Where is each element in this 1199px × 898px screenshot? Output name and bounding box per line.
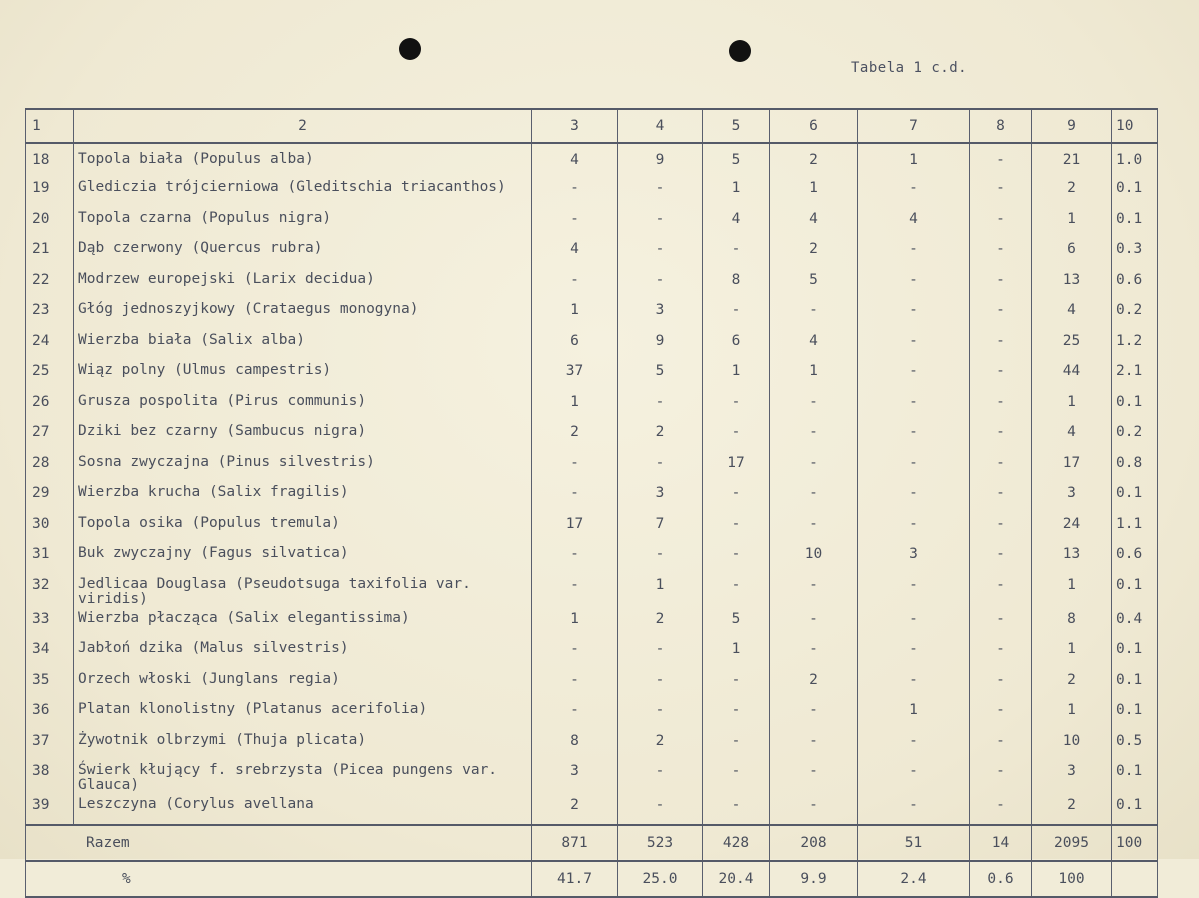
value-cell: - <box>770 420 858 451</box>
value-cell: - <box>858 268 970 299</box>
value-cell: 3 <box>858 542 970 573</box>
value-cell: - <box>970 512 1032 543</box>
value-cell: - <box>703 793 770 825</box>
value-cell: 2 <box>618 729 703 760</box>
value-cell: - <box>970 668 1032 699</box>
column-header: 1 <box>26 109 74 143</box>
value-cell: - <box>770 607 858 638</box>
percent-cell: 0.1 <box>1112 637 1158 668</box>
value-cell: - <box>618 637 703 668</box>
value-cell: 2 <box>770 143 858 176</box>
row-number: 39 <box>26 793 74 825</box>
value-cell: 25 <box>1032 329 1112 360</box>
value-cell: - <box>858 420 970 451</box>
species-name: Głóg jednoszyjkowy (Crataegus monogyna) <box>74 298 532 329</box>
value-cell: 3 <box>1032 481 1112 512</box>
value-cell: 37 <box>532 359 618 390</box>
total-cell: 100 <box>1112 825 1158 861</box>
value-cell: - <box>970 329 1032 360</box>
species-name: Wierzba płacząca (Salix elegantissima) <box>74 607 532 638</box>
value-cell: - <box>858 359 970 390</box>
value-cell: 9 <box>618 143 703 176</box>
value-cell: - <box>618 207 703 238</box>
value-cell: 1 <box>532 298 618 329</box>
value-cell: 4 <box>532 143 618 176</box>
species-name: Dziki bez czarny (Sambucus nigra) <box>74 420 532 451</box>
value-cell: - <box>858 329 970 360</box>
value-cell: 2 <box>770 237 858 268</box>
value-cell: - <box>858 451 970 482</box>
value-cell: - <box>618 759 703 793</box>
value-cell: - <box>618 542 703 573</box>
value-cell: - <box>970 759 1032 793</box>
table-title: Tabela 1 c.d. <box>851 60 968 76</box>
total-cell: 428 <box>703 825 770 861</box>
row-number: 27 <box>26 420 74 451</box>
row-number: 33 <box>26 607 74 638</box>
row-number: 23 <box>26 298 74 329</box>
value-cell: - <box>858 237 970 268</box>
row-number: 26 <box>26 390 74 421</box>
value-cell: 6 <box>532 329 618 360</box>
value-cell: 4 <box>1032 298 1112 329</box>
value-cell: 1 <box>1032 573 1112 607</box>
percent-cell: 2.4 <box>858 861 970 897</box>
value-cell: - <box>703 573 770 607</box>
species-name: Orzech włoski (Junglans regia) <box>74 668 532 699</box>
value-cell: - <box>703 729 770 760</box>
table-row <box>26 607 1158 638</box>
value-cell: - <box>970 542 1032 573</box>
value-cell: 4 <box>532 237 618 268</box>
value-cell: - <box>703 542 770 573</box>
data-table <box>25 108 1158 898</box>
percent-cell: 0.6 <box>1112 268 1158 299</box>
value-cell: 4 <box>703 207 770 238</box>
total-cell: 523 <box>618 825 703 861</box>
percent-cell: 41.7 <box>532 861 618 897</box>
value-cell: - <box>703 759 770 793</box>
table-row <box>26 237 1158 268</box>
species-name: Sosna zwyczajna (Pinus silvestris) <box>74 451 532 482</box>
species-name: Jedlicaa Douglasa (Pseudotsuga taxifolia var. viridis) <box>74 573 532 607</box>
value-cell: 5 <box>703 607 770 638</box>
percent-cell: 0.1 <box>1112 759 1158 793</box>
value-cell: - <box>618 176 703 207</box>
value-cell: - <box>970 359 1032 390</box>
value-cell: - <box>703 668 770 699</box>
species-name: Grusza pospolita (Pirus communis) <box>74 390 532 421</box>
value-cell: - <box>532 207 618 238</box>
percent-cell: 20.4 <box>703 861 770 897</box>
value-cell: - <box>970 176 1032 207</box>
value-cell: 1 <box>703 637 770 668</box>
value-cell: - <box>858 729 970 760</box>
column-header: 8 <box>970 109 1032 143</box>
column-header: 7 <box>858 109 970 143</box>
value-cell: - <box>970 207 1032 238</box>
value-cell: - <box>618 451 703 482</box>
table-row <box>26 793 1158 825</box>
total-cell: 871 <box>532 825 618 861</box>
table-row <box>26 359 1158 390</box>
value-cell: 6 <box>703 329 770 360</box>
value-cell: - <box>770 698 858 729</box>
value-cell: 17 <box>1032 451 1112 482</box>
percent-cell: 9.9 <box>770 861 858 897</box>
table-row <box>26 207 1158 238</box>
value-cell: 1 <box>1032 207 1112 238</box>
value-cell: 21 <box>1032 143 1112 176</box>
value-cell: 4 <box>770 207 858 238</box>
value-cell: - <box>770 573 858 607</box>
value-cell: - <box>770 298 858 329</box>
species-name: Świerk kłujący f. srebrzysta (Picea pungens var. Glauca) <box>74 759 532 793</box>
value-cell: - <box>858 793 970 825</box>
value-cell: - <box>970 451 1032 482</box>
value-cell: - <box>532 542 618 573</box>
value-cell: - <box>618 237 703 268</box>
value-cell: 4 <box>770 329 858 360</box>
value-cell: 8 <box>532 729 618 760</box>
value-cell: 1 <box>858 698 970 729</box>
value-cell: 8 <box>703 268 770 299</box>
value-cell: 2 <box>618 420 703 451</box>
value-cell: - <box>618 698 703 729</box>
value-cell: - <box>970 268 1032 299</box>
species-name: Wierzba biała (Salix alba) <box>74 329 532 360</box>
value-cell: 9 <box>618 329 703 360</box>
value-cell: - <box>970 607 1032 638</box>
value-cell: 1 <box>618 573 703 607</box>
value-cell: - <box>532 481 618 512</box>
value-cell: 3 <box>618 481 703 512</box>
species-name: Topola biała (Populus alba) <box>74 143 532 176</box>
total-cell: 2095 <box>1032 825 1112 861</box>
row-number: 35 <box>26 668 74 699</box>
value-cell: - <box>618 390 703 421</box>
value-cell: - <box>532 451 618 482</box>
table-row <box>26 420 1158 451</box>
value-cell: 2 <box>1032 793 1112 825</box>
value-cell: - <box>703 420 770 451</box>
value-cell: 4 <box>858 207 970 238</box>
table-footer <box>26 825 1158 897</box>
value-cell: - <box>970 481 1032 512</box>
value-cell: 13 <box>1032 542 1112 573</box>
percent-cell: 2.1 <box>1112 359 1158 390</box>
percent-cell: 0.6 <box>970 861 1032 897</box>
value-cell: 1 <box>532 390 618 421</box>
value-cell: - <box>770 793 858 825</box>
value-cell: - <box>703 298 770 329</box>
table-row <box>26 268 1158 299</box>
percent-cell: 0.3 <box>1112 237 1158 268</box>
percent-cell: 1.1 <box>1112 512 1158 543</box>
value-cell: 24 <box>1032 512 1112 543</box>
row-number: 28 <box>26 451 74 482</box>
total-row <box>26 825 1158 861</box>
value-cell: - <box>970 237 1032 268</box>
value-cell: - <box>858 481 970 512</box>
value-cell: 10 <box>770 542 858 573</box>
value-cell: 4 <box>1032 420 1112 451</box>
total-cell: 208 <box>770 825 858 861</box>
value-cell: - <box>858 298 970 329</box>
table-row <box>26 759 1158 793</box>
table-row <box>26 512 1158 543</box>
table-row <box>26 451 1158 482</box>
value-cell: 5 <box>770 268 858 299</box>
value-cell: 2 <box>532 793 618 825</box>
value-cell: - <box>532 698 618 729</box>
percent-cell: 0.1 <box>1112 668 1158 699</box>
value-cell: - <box>858 512 970 543</box>
value-cell: - <box>618 268 703 299</box>
value-cell: - <box>618 668 703 699</box>
value-cell: - <box>858 607 970 638</box>
value-cell: 5 <box>703 143 770 176</box>
species-name: Platan klonolistny (Platanus acerifolia) <box>74 698 532 729</box>
value-cell: - <box>770 759 858 793</box>
table-row <box>26 143 1158 176</box>
value-cell: 3 <box>532 759 618 793</box>
value-cell: - <box>970 420 1032 451</box>
percent-cell: 0.1 <box>1112 207 1158 238</box>
value-cell: - <box>858 573 970 607</box>
value-cell: - <box>703 481 770 512</box>
value-cell: - <box>858 668 970 699</box>
percent-label: % <box>26 861 532 897</box>
row-number: 30 <box>26 512 74 543</box>
row-number: 25 <box>26 359 74 390</box>
value-cell: 10 <box>1032 729 1112 760</box>
percent-cell: 0.1 <box>1112 793 1158 825</box>
row-number: 20 <box>26 207 74 238</box>
row-number: 32 <box>26 573 74 607</box>
total-cell: 14 <box>970 825 1032 861</box>
row-number: 24 <box>26 329 74 360</box>
percent-cell: 1.2 <box>1112 329 1158 360</box>
value-cell: - <box>532 637 618 668</box>
row-number: 38 <box>26 759 74 793</box>
value-cell: - <box>703 698 770 729</box>
species-name: Topola czarna (Populus nigra) <box>74 207 532 238</box>
species-name: Topola osika (Populus tremula) <box>74 512 532 543</box>
table-body <box>26 143 1158 825</box>
value-cell: - <box>858 759 970 793</box>
value-cell: - <box>703 237 770 268</box>
value-cell: 1 <box>532 607 618 638</box>
percent-cell: 25.0 <box>618 861 703 897</box>
value-cell: - <box>532 268 618 299</box>
table-row <box>26 481 1158 512</box>
punch-hole <box>729 40 751 62</box>
table-header <box>26 109 1158 143</box>
percent-cell: 0.1 <box>1112 176 1158 207</box>
value-cell: - <box>770 451 858 482</box>
row-number: 37 <box>26 729 74 760</box>
species-name: Wiąz polny (Ulmus campestris) <box>74 359 532 390</box>
percent-cell: 0.2 <box>1112 420 1158 451</box>
value-cell: 13 <box>1032 268 1112 299</box>
row-number: 34 <box>26 637 74 668</box>
percent-cell: 0.1 <box>1112 390 1158 421</box>
row-number: 29 <box>26 481 74 512</box>
value-cell: 1 <box>703 176 770 207</box>
value-cell: 3 <box>618 298 703 329</box>
percent-row <box>26 861 1158 897</box>
value-cell: - <box>770 481 858 512</box>
total-label: Razem <box>26 825 532 861</box>
value-cell: 5 <box>618 359 703 390</box>
value-cell: 1 <box>1032 698 1112 729</box>
table-row <box>26 542 1158 573</box>
species-name: Leszczyna (Corylus avellana <box>74 793 532 825</box>
value-cell: - <box>970 698 1032 729</box>
value-cell: - <box>532 176 618 207</box>
species-name: Modrzew europejski (Larix decidua) <box>74 268 532 299</box>
table-row <box>26 298 1158 329</box>
value-cell: - <box>970 729 1032 760</box>
row-number: 36 <box>26 698 74 729</box>
value-cell: - <box>703 390 770 421</box>
value-cell: 1 <box>770 176 858 207</box>
row-number: 22 <box>26 268 74 299</box>
value-cell: - <box>770 729 858 760</box>
table-row <box>26 329 1158 360</box>
percent-cell: 0.1 <box>1112 698 1158 729</box>
species-name: Jabłoń dzika (Malus silvestris) <box>74 637 532 668</box>
value-cell: 8 <box>1032 607 1112 638</box>
value-cell: - <box>970 390 1032 421</box>
value-cell: 1 <box>1032 637 1112 668</box>
value-cell: 2 <box>618 607 703 638</box>
value-cell: - <box>618 793 703 825</box>
species-name: Buk zwyczajny (Fagus silvatica) <box>74 542 532 573</box>
value-cell: 1 <box>858 143 970 176</box>
value-cell: - <box>532 573 618 607</box>
value-cell: 2 <box>1032 176 1112 207</box>
table-row <box>26 573 1158 607</box>
column-header: 10 <box>1112 109 1158 143</box>
table-row <box>26 698 1158 729</box>
table-row <box>26 176 1158 207</box>
value-cell: - <box>858 637 970 668</box>
table-row <box>26 637 1158 668</box>
percent-cell <box>1112 861 1158 897</box>
value-cell: - <box>532 668 618 699</box>
row-number: 19 <box>26 176 74 207</box>
value-cell: - <box>970 793 1032 825</box>
value-cell: 2 <box>532 420 618 451</box>
percent-cell: 0.1 <box>1112 573 1158 607</box>
value-cell: 6 <box>1032 237 1112 268</box>
value-cell: - <box>858 176 970 207</box>
value-cell: - <box>970 573 1032 607</box>
percent-cell: 100 <box>1032 861 1112 897</box>
percent-cell: 0.1 <box>1112 481 1158 512</box>
value-cell: - <box>858 390 970 421</box>
species-name: Glediczia trójcierniowa (Gleditschia triacanthos) <box>74 176 532 207</box>
value-cell: - <box>970 143 1032 176</box>
value-cell: 44 <box>1032 359 1112 390</box>
value-cell: 17 <box>703 451 770 482</box>
percent-cell: 0.6 <box>1112 542 1158 573</box>
percent-cell: 0.4 <box>1112 607 1158 638</box>
table-row <box>26 729 1158 760</box>
table-row <box>26 668 1158 699</box>
column-header: 3 <box>532 109 618 143</box>
total-cell: 51 <box>858 825 970 861</box>
value-cell: 1 <box>1032 390 1112 421</box>
punch-hole <box>399 38 421 60</box>
percent-cell: 0.2 <box>1112 298 1158 329</box>
value-cell: 2 <box>770 668 858 699</box>
value-cell: - <box>703 512 770 543</box>
value-cell: 1 <box>703 359 770 390</box>
value-cell: 2 <box>1032 668 1112 699</box>
column-header: 5 <box>703 109 770 143</box>
column-header: 6 <box>770 109 858 143</box>
species-name: Żywotnik olbrzymi (Thuja plicata) <box>74 729 532 760</box>
species-name: Wierzba krucha (Salix fragilis) <box>74 481 532 512</box>
value-cell: - <box>970 637 1032 668</box>
table-row <box>26 390 1158 421</box>
column-header: 9 <box>1032 109 1112 143</box>
percent-cell: 1.0 <box>1112 143 1158 176</box>
value-cell: - <box>770 512 858 543</box>
value-cell: 3 <box>1032 759 1112 793</box>
value-cell: - <box>770 390 858 421</box>
row-number: 31 <box>26 542 74 573</box>
value-cell: 1 <box>770 359 858 390</box>
value-cell: 17 <box>532 512 618 543</box>
column-header: 4 <box>618 109 703 143</box>
percent-cell: 0.8 <box>1112 451 1158 482</box>
value-cell: - <box>770 637 858 668</box>
row-number: 21 <box>26 237 74 268</box>
percent-cell: 0.5 <box>1112 729 1158 760</box>
column-header: 2 <box>74 109 532 143</box>
value-cell: - <box>970 298 1032 329</box>
species-name: Dąb czerwony (Quercus rubra) <box>74 237 532 268</box>
value-cell: 7 <box>618 512 703 543</box>
row-number: 18 <box>26 143 74 176</box>
